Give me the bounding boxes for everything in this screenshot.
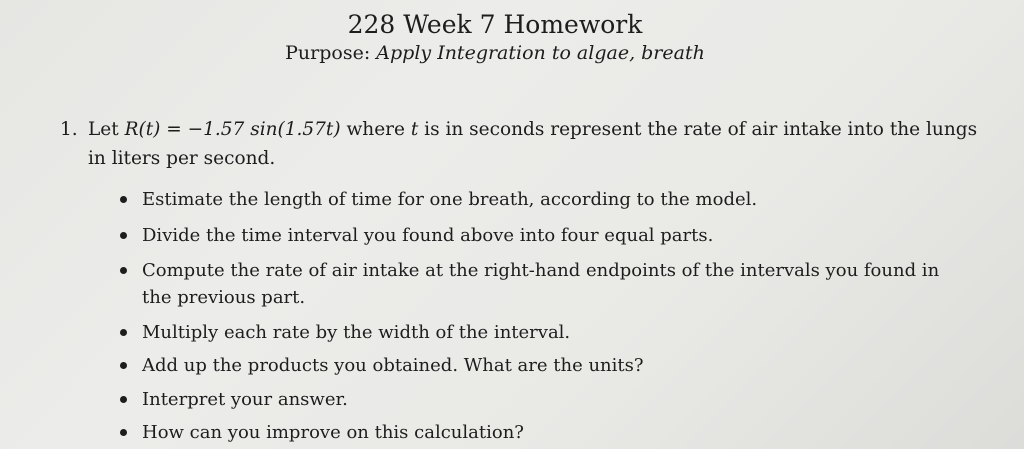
list-item-text: Divide the time interval you found above into four equal parts.	[142, 225, 714, 246]
bullet-icon	[120, 396, 127, 403]
list-item-text: How can you improve on this calculation?	[142, 422, 524, 443]
problem-stem	[88, 115, 980, 173]
purpose-text: Apply Integration to algae, breath	[376, 42, 705, 64]
list-item	[118, 319, 958, 346]
list-item-text: Add up the products you obtained. What are the units?	[142, 355, 644, 376]
list-item	[118, 222, 958, 249]
list-item	[118, 257, 958, 311]
bullet-icon	[120, 362, 127, 369]
stem-middle: where	[340, 119, 411, 140]
bullet-icon	[120, 429, 127, 436]
stem-prefix: Let	[88, 119, 125, 140]
bullet-icon	[120, 267, 127, 274]
task-list	[118, 186, 958, 446]
bullet-icon	[120, 232, 127, 239]
list-item-text: Estimate the length of time for one breath, according to the model.	[142, 189, 758, 210]
problem-number: 1.	[60, 119, 78, 140]
page-title: 228 Week 7 Homework	[347, 10, 643, 39]
list-item-text: Multiply each rate by the width of the interval.	[142, 322, 571, 343]
purpose-line	[0, 42, 990, 64]
list-item-text: Compute the rate of air intake at the right-hand endpoints of the intervals you found in the previous part.	[142, 260, 940, 308]
rate-function: R(t) = −1.57 sin(1.57t)	[124, 119, 341, 140]
time-variable: t	[410, 119, 419, 140]
purpose-label: Purpose:	[285, 42, 371, 64]
bullet-icon	[120, 196, 127, 203]
problem-1	[60, 115, 980, 173]
list-item-text: Interpret your answer.	[142, 389, 348, 410]
list-item	[118, 386, 958, 413]
bullet-icon	[120, 329, 127, 336]
stem-suffix: is in seconds represent the rate of air intake into the lungs in liters per second.	[88, 119, 978, 169]
list-item	[118, 186, 958, 213]
list-item	[118, 352, 958, 379]
list-item	[118, 419, 958, 446]
